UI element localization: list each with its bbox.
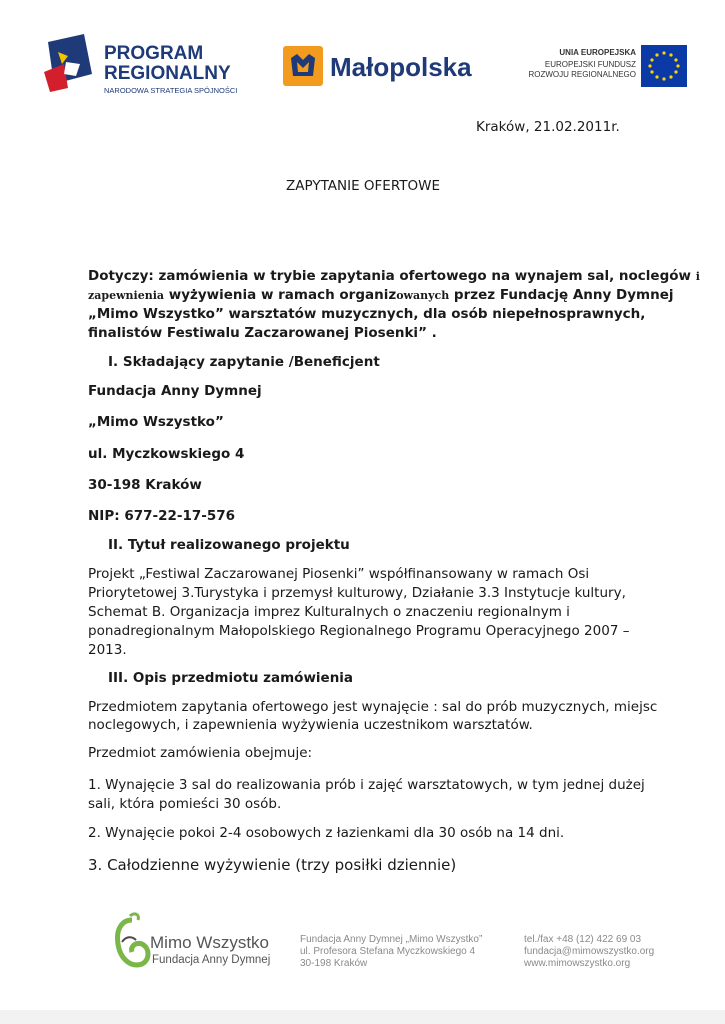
program-line2: REGIONALNY	[104, 63, 231, 84]
project-line4: ponadregionalnym Małopolskiego Regionalnego Programu Operacyjnego 2007 –	[88, 623, 630, 639]
footer-website[interactable]: www.mimowszystko.org	[524, 958, 631, 969]
program-line3: NARODOWA STRATEGIA SPÓJNOŚCI	[104, 86, 238, 95]
section1-heading: I. Składający zapytanie /Beneficjent	[108, 354, 380, 370]
program-regionalny-emblem-icon	[44, 34, 98, 92]
beneficiary-nip: NIP: 677-22-17-576	[88, 508, 236, 524]
project-line5: 2013.	[88, 642, 127, 658]
subject-line2-serif: owanych	[396, 289, 450, 302]
footer-logo-line1: Mimo Wszystko	[150, 933, 269, 952]
footer-logo-line2: Fundacja Anny Dymnej	[152, 954, 271, 966]
malopolska-text: Małopolska	[330, 52, 472, 82]
mimo-wszystko-logo-icon	[112, 912, 152, 974]
item1-line2: sali, która pomieści 30 osób.	[88, 796, 282, 812]
eu-line3: ROZWOJU REGIONALNEGO	[528, 70, 636, 79]
eu-line2: EUROPEJSKI FUNDUSZ	[544, 60, 636, 69]
document-title: ZAPYTANIE OFERTOWE	[286, 178, 440, 194]
intro-line1: Przedmiotem zapytania ofertowego jest wynajęcie : sal do prób muzycznych, miejsc	[88, 699, 658, 715]
project-line3: Schemat B. Organizacja imprez Kulturalnych o znaczeniu regionalnym i	[88, 604, 570, 620]
eu-flag-icon	[641, 45, 687, 87]
malopolska-emblem-icon	[283, 46, 323, 86]
scope-label: Przedmiot zamówienia obejmuje:	[88, 745, 313, 761]
subject-line1: Dotyczy: zamówienia w trybie zapytania ofertowego na wynajem sal, noclegów	[88, 268, 691, 284]
footer-bottom-bar	[0, 1010, 725, 1024]
project-line1: Projekt „Festiwal Zaczarowanej Piosenki” współfinansowany w ramach Osi	[88, 566, 590, 582]
footer-phone: tel./fax +48 (12) 422 69 03	[524, 934, 642, 945]
project-line2: Priorytetowej 3.Turystyka i przemysł kulturowy, Działanie 3.3 Instytucje kultury,	[88, 585, 626, 601]
item1-line1: 1. Wynajęcie 3 sal do realizowania prób i zajęć warsztatowych, w tym jednej dużej	[88, 777, 645, 793]
beneficiary-name: Fundacja Anny Dymnej	[88, 383, 262, 399]
document-date: Kraków, 21.02.2011r.	[476, 119, 620, 135]
subject-line2-prefix: zapewnienia	[88, 289, 165, 302]
subject-line1-suffix: i	[695, 270, 700, 283]
subject-line3: „Mimo Wszystko” warsztatów muzycznych, dla osób niepełnosprawnych,	[88, 306, 646, 322]
item2: 2. Wynajęcie pokoi 2-4 osobowych z łazienkami dla 30 osób na 14 dni.	[88, 825, 565, 841]
intro-line2: noclegowych, i zapewnienia wyżywienia uczestnikom warsztatów.	[88, 717, 533, 733]
subject-line2-part: wyżywienia w ramach organiz	[168, 287, 397, 303]
item3: 3. Całodzienne wyżywienie (trzy posiłki dziennie)	[88, 856, 457, 874]
section2-heading: II. Tytuł realizowanego projektu	[108, 537, 350, 553]
eu-line1: UNIA EUROPEJSKA	[559, 48, 636, 57]
beneficiary-street: ul. Myczkowskiego 4	[88, 446, 245, 462]
subject-line4: finalistów Festiwalu Zaczarowanej Piosenki” .	[88, 325, 437, 341]
beneficiary-city: 30-198 Kraków	[88, 477, 202, 493]
footer-address-line1: Fundacja Anny Dymnej „Mimo Wszystko”	[300, 934, 483, 945]
section3-heading: III. Opis przedmiotu zamówienia	[108, 670, 354, 686]
beneficiary-subname: „Mimo Wszystko”	[88, 414, 224, 430]
footer-address-line2: ul. Profesora Stefana Myczkowskiego 4	[300, 946, 476, 957]
subject-line2-end: przez Fundację Anny Dymnej	[453, 287, 674, 303]
footer-email[interactable]: fundacja@mimowszystko.org	[524, 946, 655, 957]
footer-address-line3: 30-198 Kraków	[300, 958, 368, 969]
program-line1: PROGRAM	[104, 43, 204, 64]
